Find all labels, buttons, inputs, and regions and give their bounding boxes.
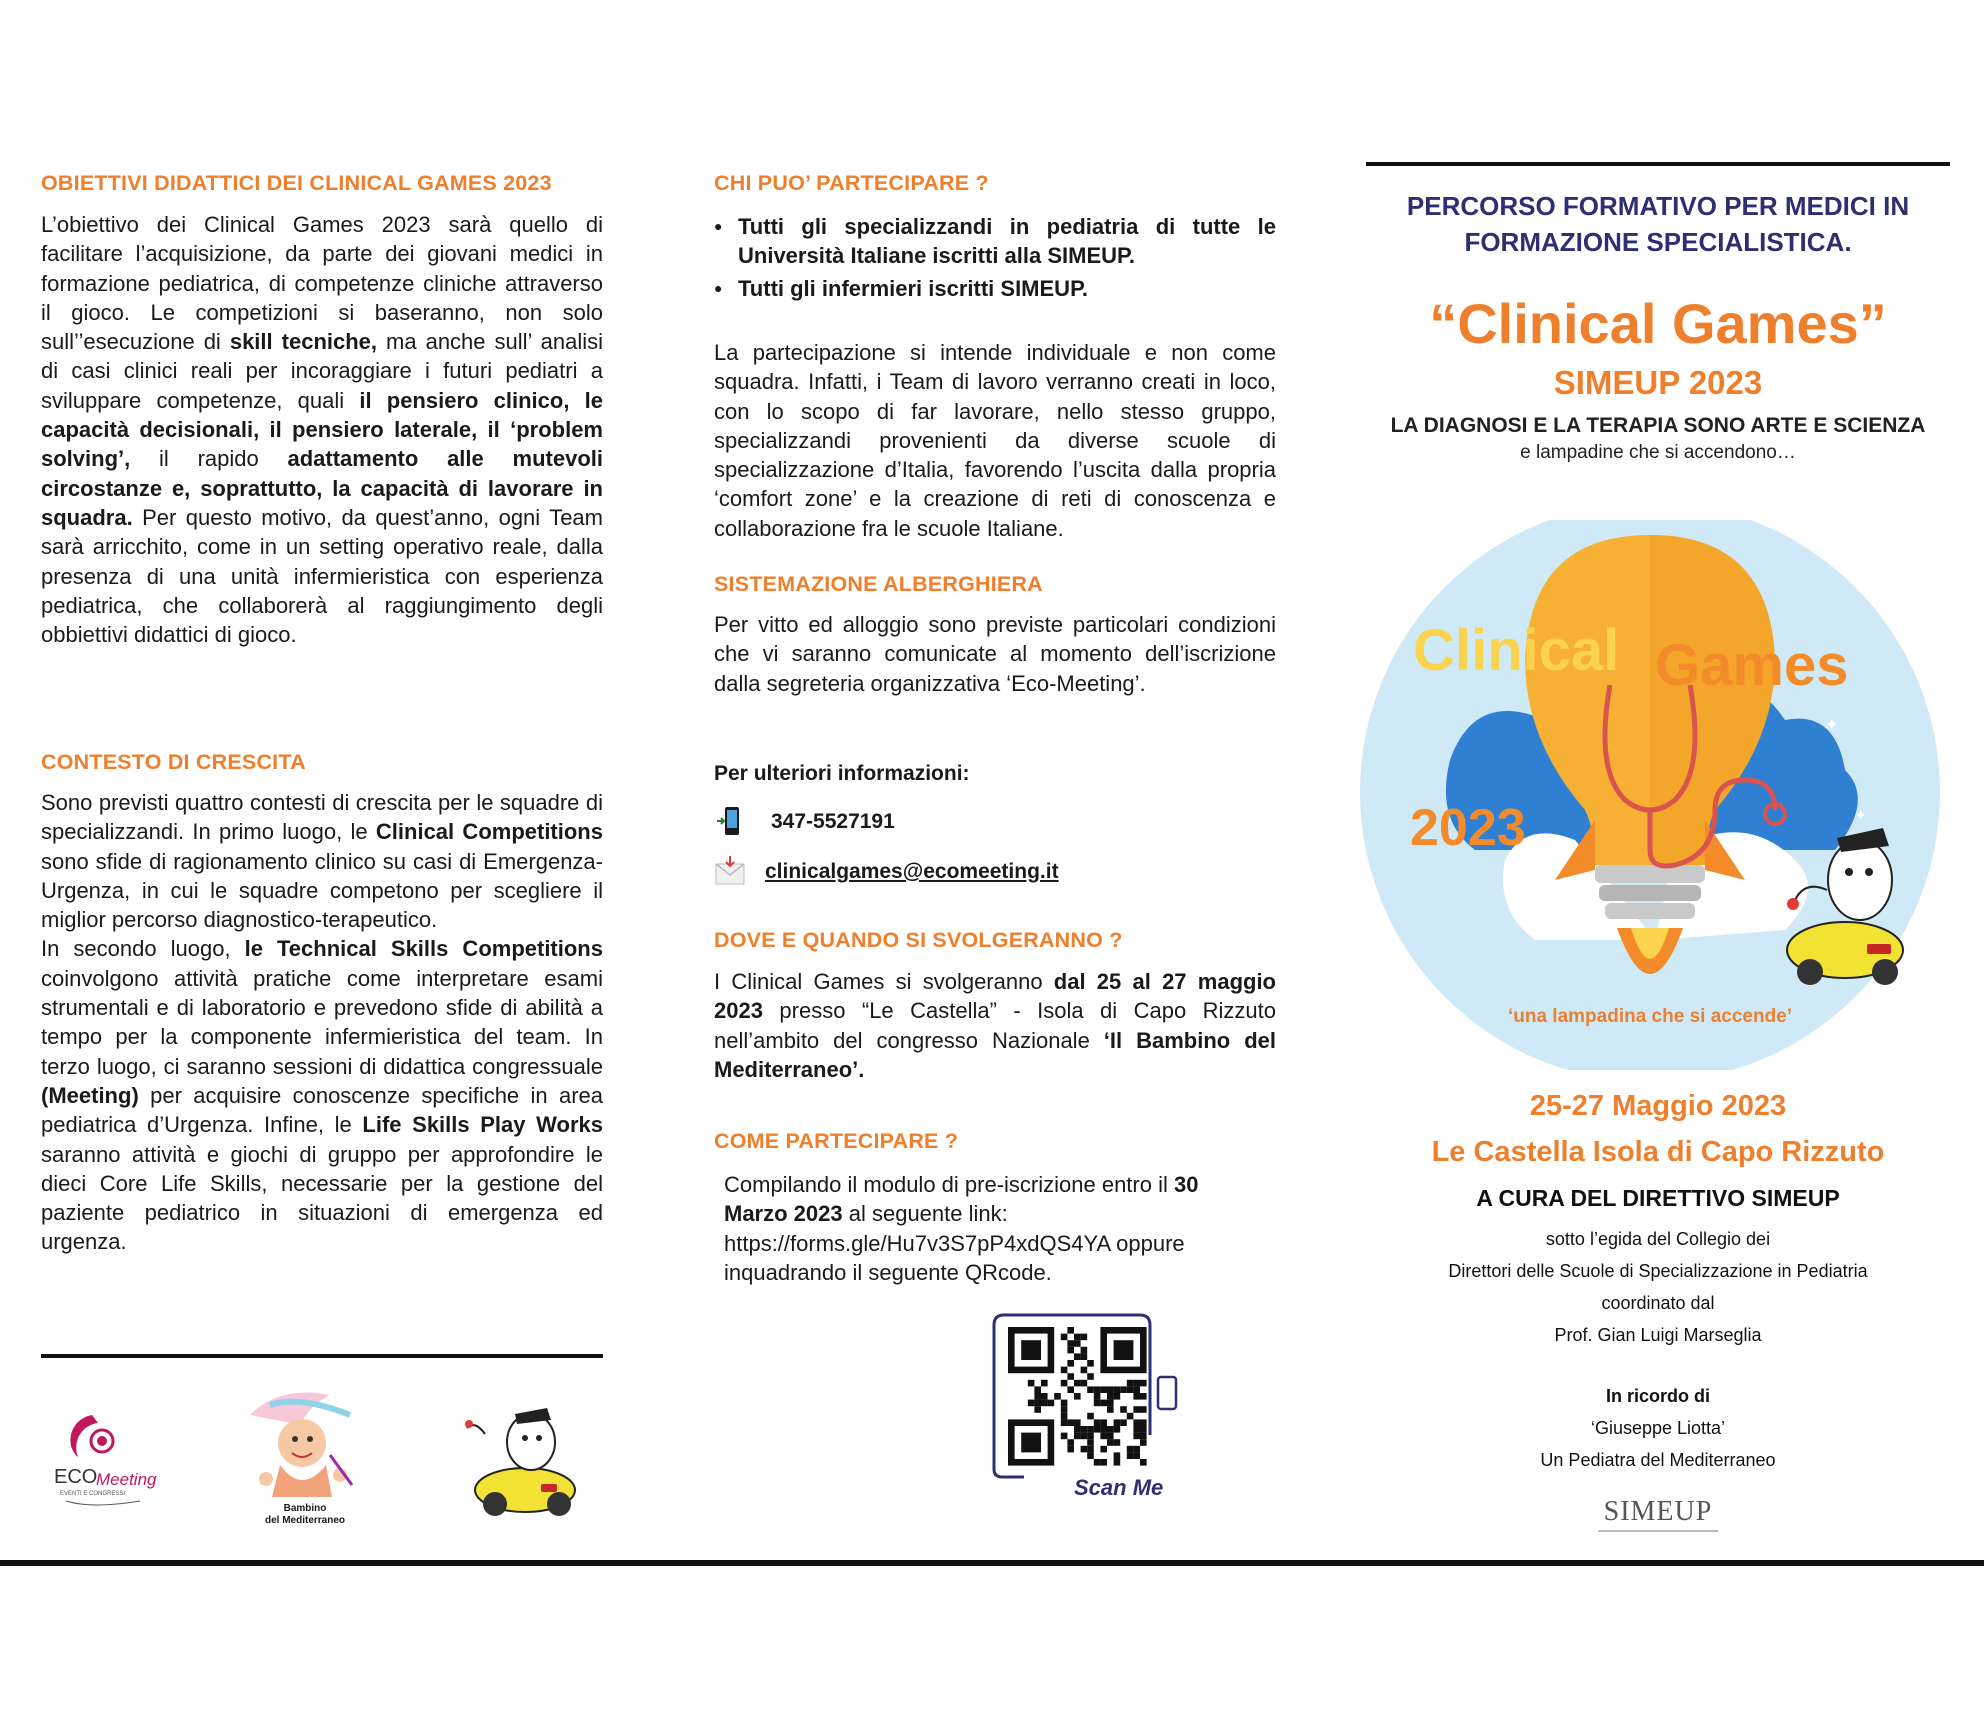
paragraph-segment: Clinical Competitions — [375, 819, 603, 845]
paragraph-segment: il rapido — [130, 446, 288, 472]
top-divider — [1366, 162, 1950, 166]
event-dates: 25-27 Maggio 2023 — [1529, 1090, 1787, 1122]
svg-text:ECO: ECO — [54, 1466, 98, 1488]
paragraph-segment: coinvolgono attività pratiche come interpretare esami strumentali e di laboratorio e prevedono sfide di abilità a tempo per la componente infermieristica del team. In terzo luogo, ci saranno sessioni di didattica congressuale — [41, 965, 603, 1079]
svg-text:EVENTI E CONGRESSI: EVENTI E CONGRESSI — [60, 1491, 126, 1497]
where-title: DOVE E QUANDO SI SVOLGERANNO ? — [714, 928, 1123, 952]
phone-icon — [716, 806, 742, 838]
main-title: “Clinical Games” — [1429, 292, 1887, 355]
paragraph-segment: dal 25 al 27 maggio 2023 — [714, 969, 1276, 1024]
mascot-small-logo — [455, 1390, 585, 1520]
scan-me-label: Scan Me — [1074, 1475, 1164, 1500]
paragraph-segment: presso “Le Castella” - Isola di Capo Rizzuto nell’ambito del congresso Nazionale — [714, 998, 1276, 1053]
email-icon — [714, 856, 746, 886]
course-title: PERCORSO FORMATIVO PER MEDICI IN FORMAZIONE SPECIALISTICA. — [1406, 191, 1910, 257]
bambino-label-2: del Mediterraneo — [264, 1515, 346, 1526]
svg-text:Meeting: Meeting — [96, 1470, 157, 1489]
hotel-title: SISTEMAZIONE ALBERGHIERA — [714, 572, 1043, 596]
clinical-games-logo — [1355, 520, 1945, 1070]
paragraph-segment: I Clinical Games si svolgeranno — [714, 969, 1054, 994]
email-link[interactable]: clinicalgames@ecomeeting.it — [765, 860, 1059, 883]
paragraph-segment: In secondo luogo, — [41, 936, 245, 962]
how-paragraph — [724, 1170, 1244, 1287]
svg-text:Clinical: Clinical — [1413, 618, 1620, 683]
bambino-mediterraneo-logo — [240, 1385, 370, 1535]
bullet-dot-icon: ● — [714, 218, 723, 234]
divider — [41, 1354, 603, 1358]
paragraph-segment: Sono previsti quattro contesti di crescita per le squadre di specializzandi. In primo luogo, le — [41, 790, 603, 845]
qr-code[interactable] — [990, 1305, 1186, 1501]
svg-text:‘una lampadina che si accende’: ‘una lampadina che si accende’ — [1507, 1006, 1793, 1027]
event-place: Le Castella Isola di Capo Rizzuto — [1431, 1136, 1885, 1168]
organizer: A CURA DEL DIRETTIVO SIMEUP — [1476, 1185, 1840, 1211]
participation-paragraph: La partecipazione si intende individuale e non come squadra. Infatti, i Team di lavoro verranno creati in loco, con lo scopo di far lavorare, nello stesso gruppo, specializzandi provenienti da diverse scuole di specializzazione d’Italia, favorendo l’uscita dalla propria ‘comfort zone’ e la creazione di reti di conoscenza e collaborazione fra le scuole Italiane. — [714, 340, 1276, 541]
paragraph-segment: per acquisire conoscenze specifiche in area pediatrica d’Urgenza. Infine, le — [41, 1082, 603, 1138]
tagline: LA DIAGNOSI E LA TERAPIA SONO ARTE E SCIENZA — [1390, 414, 1926, 437]
svg-text:2023: 2023 — [1410, 799, 1526, 857]
paragraph-segment: skill tecniche, — [229, 329, 378, 355]
paragraph-segment: saranno attività e giochi di gruppo per approfondire le dieci Core Life Skills, necessarie per la gestione del paziente pediatrico in situazioni di emergenza ed urgenza. — [41, 1141, 603, 1255]
paragraph-segment: Life Skills Play Works — [362, 1112, 603, 1138]
hotel-paragraph: Per vitto ed alloggio sono previste particolari condizioni che vi saranno comunicate al momento dell’iscrizione dalla segreteria organizzativa ‘Eco-Meeting’. — [714, 612, 1276, 696]
how-title: COME PARTECIPARE ? — [714, 1129, 959, 1153]
svg-text:Games: Games — [1655, 633, 1849, 698]
paragraph-segment: L’obiettivo dei Clinical Games 2023 sarà quello di facilitare l’acquisizione, da parte dei giovani medici in formazione pediatrica, di competenze cliniche attraverso il gioco. Le competizioni si baseranno, non solo sull’’esecuzione di — [41, 212, 603, 355]
paragraph-segment: Per questo motivo, da quest’anno, ogni Team sarà arricchito, come in un setting operativo reale, dalla presenza di una unità infermieristica con esperienza pediatrica, che collaborerà al raggiungimento degli obbiettivi didattici di gioco. — [41, 504, 603, 648]
paragraph-segment: al seguente link: https://forms.gle/Hu7v3S7pP4xdQS4YA oppure inquadrando il seguente QRcode. — [724, 1201, 1185, 1285]
bottom-border — [0, 1560, 1984, 1566]
paragraph-segment: sono sfide di ragionamento clinico su casi di Emergenza-Urgenza, in cui le squadre competono per scegliere il miglior percorso diagnostico-terapeutico. — [41, 848, 603, 933]
bullet-item: ● Tutti gli specializzandi in pediatria di tutte le Università Italiane iscritti alla SIMEUP. — [714, 214, 1276, 269]
phone-number[interactable]: 347-5527191 — [771, 810, 895, 833]
paragraph-segment: (Meeting) — [41, 1082, 139, 1108]
paragraph-segment: le Technical Skills Competitions — [244, 936, 603, 962]
simeup-logo-underline — [1598, 1530, 1718, 1532]
bullet-item: ● Tutti gli infermieri iscritti SIMEUP. — [738, 274, 1276, 303]
paragraph-segment: 30 Marzo 2023 — [724, 1172, 1199, 1227]
ecomeeting-logo — [52, 1405, 162, 1515]
paragraph-segment: il pensiero clinico, le capacità decisionali, il pensiero laterale, il ‘problem solving’, — [41, 387, 603, 472]
growth-paragraph — [41, 788, 603, 1257]
bambino-label-1: Bambino — [283, 1503, 327, 1514]
svg-text:✦: ✦ — [1855, 807, 1867, 823]
bullet-dot-icon: ● — [714, 280, 723, 296]
growth-title: CONTESTO DI CRESCITA — [41, 750, 306, 774]
where-paragraph — [714, 967, 1276, 1084]
memory-text: In ricordo di ‘Giuseppe Liotta’ Un Pediatra del Mediterraneo — [1540, 1386, 1776, 1470]
info-label: Per ulteriori informazioni: — [714, 762, 970, 785]
aegis-text: sotto l’egida del Collegio dei Direttori delle Scuole di Specializzazione in Pediatria coordinato dal Prof. Gian Luigi Marseglia — [1448, 1229, 1868, 1345]
paragraph-segment: Compilando il modulo di pre-iscrizione entro il — [724, 1172, 1174, 1197]
tagline-2: e lampadine che si accendono… — [1520, 442, 1796, 463]
paragraph-segment: adattamento alle mutevoli circostanze e, soprattutto, la capacità di lavorare in squadra. — [41, 446, 603, 530]
simeup-logo: SIMEUP — [1603, 1496, 1713, 1527]
paragraph-segment: ma anche sull’ analisi di casi clinici reali per incoraggiare i futuri pediatri a sviluppare competenze, quali — [41, 329, 603, 413]
who-title: CHI PUO’ PARTECIPARE ? — [714, 171, 989, 195]
objectives-paragraph — [41, 210, 603, 649]
subtitle: SIMEUP 2023 — [1553, 364, 1763, 401]
svg-text:✦: ✦ — [1825, 717, 1839, 734]
paragraph-segment: ‘Il Bambino del Mediterraneo’. — [714, 1027, 1276, 1082]
objectives-title: OBIETTIVI DIDATTICI DEI CLINICAL GAMES 2023 — [41, 171, 552, 195]
